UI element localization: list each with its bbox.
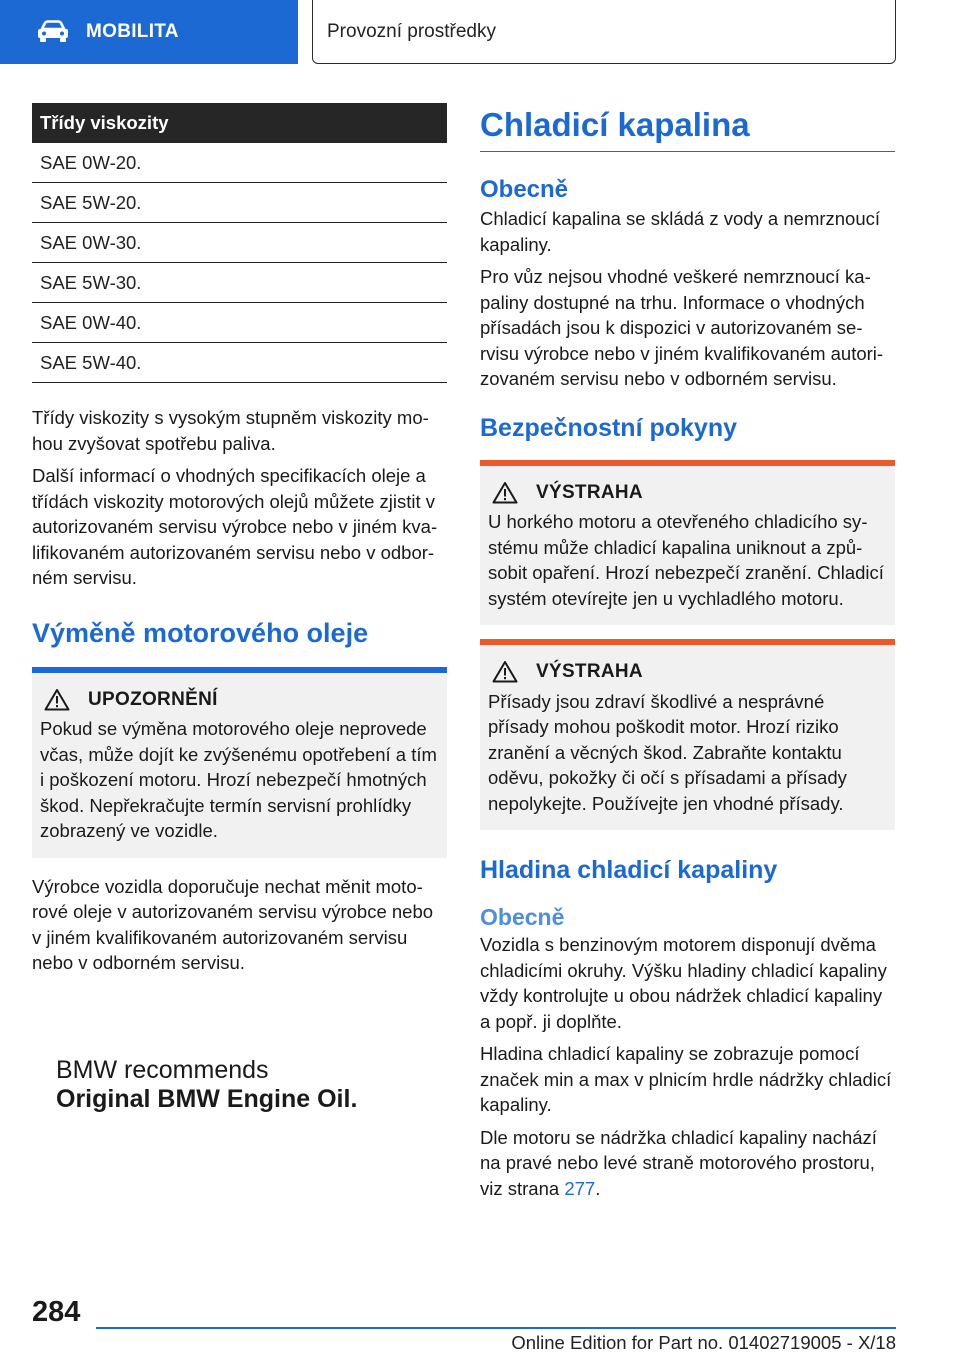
table-row xyxy=(32,263,447,303)
footer-edition: Online Edition for Part no. 01402719005 - X/18 xyxy=(511,1332,896,1353)
oil-change-paragraph: Výrobce vozidla doporučuje nechat měnit motorové oleje v autorizovaném servisu výrobce nebo v jiném kvalifikovaném autorizovaném servisu nebo v odborném servisu. xyxy=(32,875,434,973)
header-section-tab[interactable] xyxy=(0,0,298,64)
table-row xyxy=(32,223,447,263)
warning-2-title: VÝSTRAHA xyxy=(536,661,643,682)
warning-1-title: VÝSTRAHA xyxy=(536,481,643,503)
warning-box-1 xyxy=(480,460,895,626)
heading-general: Obecně xyxy=(480,176,569,203)
heading-level-general: Obecně xyxy=(480,904,565,930)
heading-coolant-level: Hladina chladicí kapaliny xyxy=(480,856,778,884)
table-cell: SAE 0W-40. xyxy=(32,303,447,343)
table-cell: SAE 5W-30. xyxy=(32,263,447,303)
level-paragraph-1: Vozidla s benzinovým motorem disponují dvěma chladicími okruhy. Výšku hladiny chladicí kapaliny vždy kontrolujte u obou nádržek chladicí kapaliny a popř. ji doplňte. xyxy=(480,934,887,1032)
page-link-277[interactable]: 277 xyxy=(564,1177,596,1199)
header-chapter-tab[interactable] xyxy=(312,0,896,64)
table-row xyxy=(32,143,447,183)
warning-triangle-icon xyxy=(492,660,518,683)
table-row xyxy=(32,183,447,223)
general-paragraph-2: Pro vůz nejsou vhodné veškeré nemrznoucí kapaliny dostupné na trhu. Informace o vhodných přísadách jsou k dispozici v autorizovaném servisu výrobce nebo v jiném kvalifikovaném autorizovaném servisu nebo v odborném servisu. xyxy=(480,266,884,389)
heading-oil-change: Výměně motorového oleje xyxy=(32,617,369,648)
warning-box-2 xyxy=(480,639,895,830)
bmw-recommends-text: BMW recommends xyxy=(56,1056,269,1084)
table-row xyxy=(32,343,447,383)
level-paragraph-3 xyxy=(480,1125,895,1202)
viscosity-paragraph: Třídy viskozity s vysokým stupněm viskozity mohou zvyšovat spotřebu paliva. xyxy=(32,407,429,454)
level-paragraph-3-text: Dle motoru se nádržka chladicí kapaliny nachází na pravé nebo levé straně motorového prostoru, viz strana xyxy=(480,1126,877,1199)
bmw-engine-oil-text: Original BMW Engine Oil. xyxy=(56,1085,358,1113)
warning-triangle-icon xyxy=(492,481,518,504)
section-title: Chladicí kapalina xyxy=(480,103,895,152)
general-paragraph-1: Chladicí kapalina se skládá z vody a nemrznoucí kapaliny. xyxy=(480,208,881,255)
notice-box xyxy=(32,667,447,858)
footer-divider xyxy=(96,1327,896,1329)
table-cell: SAE 0W-20. xyxy=(32,143,447,183)
table-cell: SAE 0W-30. xyxy=(32,223,447,263)
header-section-label: MOBILITA xyxy=(86,21,179,42)
right-column xyxy=(480,103,895,1208)
warning-2-text: Přísady jsou zdraví škodlivé a nesprávné přísady mohou poškodit motor. Hrozí riziko zranění a věcných škod. Zabraňte kontaktu oděvu, pokožky či očí s přísadami a přísady nepolykejte. Používejte jen vhodné přísady. xyxy=(488,690,847,814)
bmw-oil-logo xyxy=(56,1056,357,1114)
table-row xyxy=(32,303,447,343)
viscosity-info-paragraph: Další informací o vhodných specifikacích oleje a třídách viskozity motorových olejů můžete zjistit v autorizovaném servisu výrobce nebo v jiném kvalifikovaném autorizovaném servisu nebo v odborném servisu. xyxy=(32,465,438,588)
notice-text: Pokud se výměna motorového oleje neprovede včas, může dojít ke zvýšenému opotřebení a tím i poškození motoru. Hrozí nebezpečí hmotných škod. Nepřekračujte termín servisní prohlídky zobrazený ve vozidle. xyxy=(40,718,437,841)
page-number: 284 xyxy=(32,1296,81,1328)
notice-title: UPOZORNĚNÍ xyxy=(88,688,218,710)
heading-safety: Bezpečnostní pokyny xyxy=(480,413,737,442)
car-icon xyxy=(36,20,70,44)
table-cell: SAE 5W-40. xyxy=(32,343,447,383)
viscosity-table xyxy=(32,103,447,383)
level-paragraph-3-end: . xyxy=(595,1177,601,1199)
level-paragraph-2: Hladina chladicí kapaliny se zobrazuje pomocí značek min a max v plnicím hrdle nádržky chladicí kapaliny. xyxy=(480,1043,892,1115)
left-column xyxy=(32,103,447,983)
header-chapter-label: Provozní prostředky xyxy=(327,20,496,42)
warning-triangle-icon xyxy=(44,688,70,711)
warning-1-text: U horkého motoru a otevřeného chladicího systému může chladicí kapalina uniknout a způsobit opaření. Hrozí nebezpečí zranění. Chladicí systém otevírejte jen u vychladlého motoru. xyxy=(488,511,884,609)
viscosity-table-header: Třídy viskozity xyxy=(32,103,447,143)
table-cell: SAE 5W-20. xyxy=(32,183,447,223)
